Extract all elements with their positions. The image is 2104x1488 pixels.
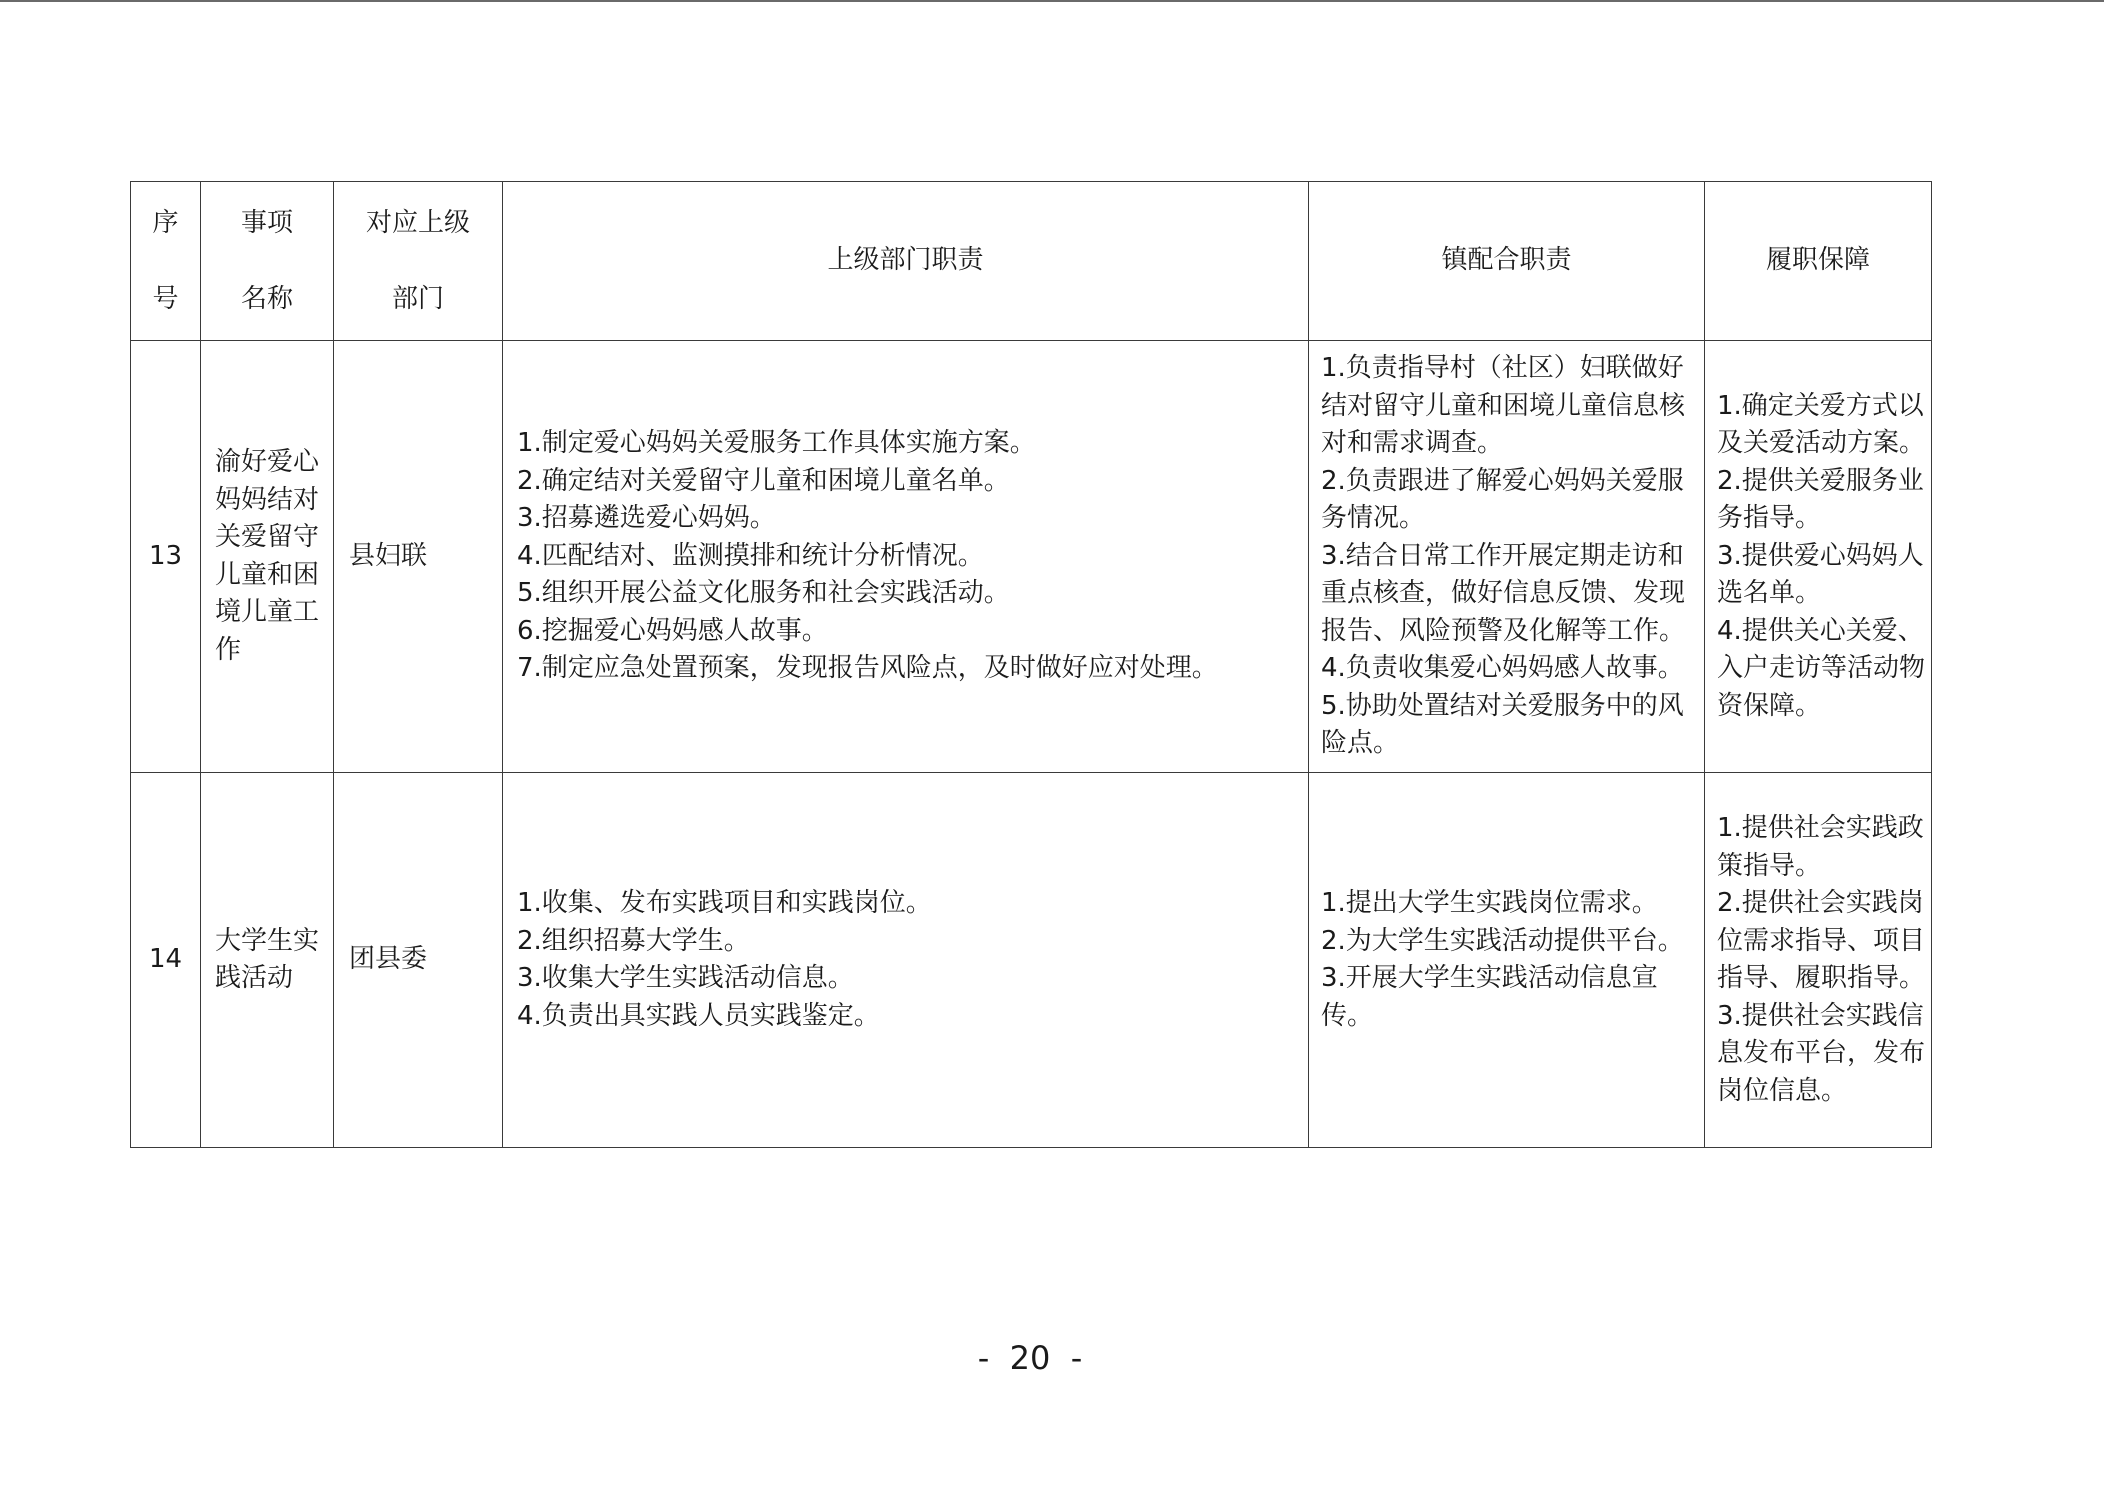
list-item: 3.开展大学生实践活动信息宣传。 [1321, 963, 1658, 1031]
header-guarantee: 履职保障 [1705, 182, 1932, 341]
list-item: 2.组织招募大学生。 [517, 925, 750, 956]
list-item: 4.提供关心关爱、入户走访等活动物资保障。 [1717, 615, 1926, 721]
list-item: 4.匹配结对、监测摸排和统计分析情况。 [517, 540, 984, 571]
list-item: 2.确定结对关爱留守儿童和困境儿童名单。 [517, 465, 1010, 496]
table-row [131, 773, 1932, 1148]
row-upper-duty [503, 773, 1309, 1148]
list-item: 2.提供关爱服务业务指导。 [1717, 465, 1924, 534]
list-item: 7.制定应急处置预案，发现报告风险点，及时做好应对处理。 [517, 653, 1218, 684]
list-item: 2.负责跟进了解爱心妈妈关爱服务情况。 [1321, 465, 1684, 534]
table-header-row [131, 182, 1932, 341]
list-item: 1.制定爱心妈妈关爱服务工作具体实施方案。 [517, 428, 1036, 459]
page-number: - 20 - [977, 1339, 1083, 1377]
header-seq-line-1: 序 [152, 208, 179, 238]
row-upper-duty [503, 341, 1309, 773]
header-town-duty: 镇配合职责 [1309, 182, 1705, 341]
list-item: 3.结合日常工作开展定期走访和重点核查，做好信息反馈、发现报告、风险预警及化解等工作。 [1321, 540, 1686, 646]
row-town-duty [1309, 341, 1705, 773]
header-dept-line-2: 部门 [391, 284, 444, 314]
list-item: 4.负责出具实践人员实践鉴定。 [517, 1000, 880, 1031]
top-border-line [0, 0, 2104, 2]
list-item: 3.提供爱心妈妈人选名单。 [1717, 540, 1924, 609]
row-town-duty [1309, 773, 1705, 1148]
header-dept [334, 182, 503, 341]
row-dept: 县妇联 [334, 341, 503, 773]
list-item: 6.挖掘爱心妈妈感人故事。 [517, 615, 828, 646]
list-item: 1.收集、发布实践项目和实践岗位。 [517, 888, 932, 918]
list-item: 2.为大学生实践活动提供平台。 [1321, 925, 1684, 956]
row-dept: 团县委 [334, 773, 503, 1148]
row-item-name: 渝好爱心妈妈结对关爱留守儿童和困境儿童工作 [201, 341, 334, 773]
header-item-line-2: 名称 [240, 284, 293, 314]
list-item: 3.收集大学生实践活动信息。 [517, 963, 854, 993]
list-item: 5.协助处置结对关爱服务中的风险点。 [1321, 690, 1684, 759]
header-upper-duty: 上级部门职责 [503, 182, 1309, 341]
header-item-line-1: 事项 [240, 208, 293, 238]
header-seq-line-2: 号 [152, 284, 179, 314]
list-item: 3.提供社会实践信息发布平台，发布岗位信息。 [1717, 1000, 1926, 1106]
header-dept-line-1: 对应上级 [365, 208, 470, 238]
list-item: 5.组织开展公益文化服务和社会实践活动。 [517, 578, 1010, 609]
list-item: 4.负责收集爱心妈妈感人故事。 [1321, 653, 1684, 684]
table-row [131, 341, 1932, 773]
row-item-name: 大学生实践活动 [201, 773, 334, 1148]
list-item: 1.负责指导村（社区）妇联做好结对留守儿童和困境儿童信息核对和需求调查。 [1321, 353, 1686, 459]
header-seq [131, 182, 201, 341]
list-item: 1.提出大学生实践岗位需求。 [1321, 888, 1658, 918]
list-item: 3.招募遴选爱心妈妈。 [517, 503, 776, 534]
row-seq: 14 [131, 773, 201, 1148]
list-item: 1.提供社会实践政策指导。 [1717, 813, 1924, 881]
list-item: 1.确定关爱方式以及关爱活动方案。 [1717, 390, 1926, 459]
row-seq: 13 [131, 341, 201, 773]
row-guarantee [1705, 341, 1932, 773]
row-guarantee [1705, 773, 1932, 1148]
duty-table [130, 181, 1932, 1148]
list-item: 2.提供社会实践岗位需求指导、项目指导、履职指导。 [1717, 888, 1926, 993]
header-item-name [201, 182, 334, 341]
